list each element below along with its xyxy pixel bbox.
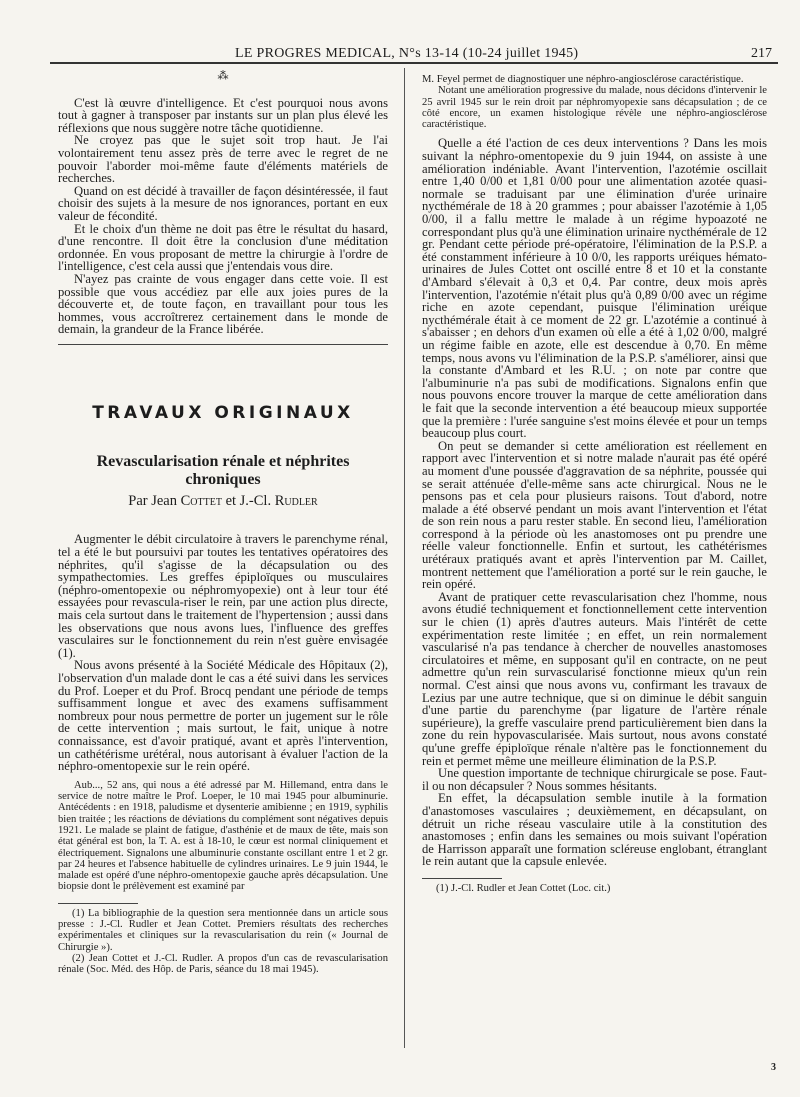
- column-divider: [404, 68, 405, 1048]
- author-rudler: Rudler: [274, 493, 318, 510]
- paragraph: Quelle a été l'action de ces deux interventions ? Dans les mois suivant la néphro-omentopexie du 9 juin 1944, on assiste à une amélioration indéniable. Avant l'intervention, l'azotémie oscillait entre 1,40 0/00 et 1,81 0/00 pour une alimentation azotée quasi-normale se traduisant par une élimination d'urée urinaire nycthémérale de 18 à 20 grammes ; pour abaisser l'azotémie à 1,05 0/00, il a fallu mettre le malade à un régime hypoazoté ne correspondant plus qu'à une élimination urinaire nycthémérale de 12 gr. Pendant cette période pré-opératoire, l'élimination de la P.S.P. a été constamment inférieure à 10 0/0, les rapports uréiques hémato-urinaires de Jules Cottet ont oscillé entre 8 et 10 et la constante d'Ambard s'élevait à 0,3 et 0,4. Par contre, deux mois après l'intervention, l'azotémie n'était plus qu'à 0,89 0/00 avec un régime riche en azote cependant, puisque l'élimination uréique nycthémérale était à ce moment de 22 gr. L'azotémie a continué à s'abaisser ; en dehors d'un examen où elle a été à 1,02 0/00, malgré un régime faible en azote, elle est descendue à 0,70. En même temps, nous avons vu l'élimination de la P.S.P. s'améliorer, ainsi que la constante d'Ambard et les R.U. ; on note par contre que l'albuminurie n'a pas subi de modifications. Signalons enfin que nous pouvons encore trouver la marque de cette amélioration dans le fait que la seconde intervention a été beaucoup mieux supportée que la première : l'urée sanguine s'est moins élevée et pour un temps beaucoup plus court.: [422, 136, 767, 441]
- article-paragraph: Nous avons présenté à la Société Médicale des Hôpitaux (2), l'observation d'un malade dont le cas a été suivi dans les services du Prof. Loeper et du Prof. Brocq pendant une période de temps suffisamment longue et avec des examens suffisamment nombreux pour nous permettre de porter un jugement sur le rôle de cette intervention ; mais surtout, le fait, unique à notre connaissance, est d'avoir pratiqué, avant et après l'intervention, un cathétérisme urétéral, nous autorisant à évaluer l'action de la néphro-omentopexie sur le rein opéré.: [58, 658, 388, 774]
- paragraph: Une question importante de technique chirurgicale se pose. Faut-il ou non décapsuler ? Nous sommes hésitants.: [422, 766, 767, 793]
- footnote-rule: [422, 878, 502, 879]
- author-cottet: Cottet: [180, 493, 222, 510]
- journal-title: LE PROGRES MEDICAL, N°s 13-14 (10-24 juillet 1945): [235, 46, 579, 61]
- header-rule: [50, 62, 778, 64]
- authors-prefix: Par Jean: [128, 493, 177, 510]
- paragraph: Et le choix d'un thème ne doit pas être le résultat du hasard, d'une rencontre. Il doit être la conclusion d'une méditation ordonnée. En vous proposant de mettre la chirurgie à l'ordre de l'intelligence, c'est cela aussi que j'entendais vous dire.: [58, 221, 388, 274]
- section-rule: [58, 344, 388, 345]
- paragraph: En effet, la décapsulation semble inutile à la formation d'anastomoses vasculaires ; deuxièmement, en décapsulant, on détruit un riche réseau vasculaire utile à la constitution des anastomoses ; enfin dans les semaines ou mois suivant l'opération de Harrisson apparaît une formation scléreuse englobant, étranglant le rein autant que la capsule enlevée.: [422, 791, 767, 869]
- footnote: (1) J.-Cl. Rudler et Jean Cottet (Loc. cit.): [436, 882, 611, 894]
- case-observation: Aub..., 52 ans, qui nous a été adressé par M. Hillemand, entra dans le service de notre maître le Prof. Loeper, le 10 mai 1945 pour albuminurie. Antécédents : en 1918, paludisme et dysenterie amibienne ; en 1919, syphilis bien traitée ; les réactions de déviations du complément sont négatives depuis 1921. Le malade se plaint de fatigue, d'asthénie et de maux de tête, mais son état général est bon, la T. A. est à 18-10, le cœur est normal cliniquement et électriquement. Signalons une albuminurie constante oscillant entre 1 et 2 gr. par 24 heures et l'absence habituelle de cylindres urinaires. Le 9 juin 1944, le malade est opéré d'une néphro-omentopexie gauche après décapsulation. Une biopsie dont le prélèvement est examiné par: [58, 779, 388, 893]
- right-column: [422, 74, 767, 894]
- left-column: [58, 70, 388, 976]
- footnote: (1) La bibliographie de la question sera mentionnée dans un article sous presse : J.-Cl. Rudler et Jean Cottet. Premiers résultats des recherches expérimentales et cliniques sur la revascularisation du rein (« Journal de Chirurgie »).: [58, 907, 388, 953]
- case-note: Notant une amélioration progressive du malade, nous décidons d'intervenir le 25 avril 1945 sur le rein droit par néphromyopexie sans décapsulation ; de ce côté encore, un examen histologique révèle une néphro-angiosclérose caractéristique.: [422, 85, 767, 131]
- signature-mark: 3: [771, 1062, 776, 1073]
- paragraph: N'ayez pas crainte de vous engager dans cette voie. Il est possible que vous accédiez par elle aux joies pures de la découverte et, de toute façon, en travaillant pour tous les hommes, vous accroîtrerez certainement dans le monde de demain, la grandeur de la France libérée.: [58, 271, 388, 337]
- page-number: 217: [751, 46, 772, 61]
- article-paragraph: Augmenter le débit circulatoire à travers le parenchyme rénal, tel a été le but poursuivi par toutes les tentatives opératoires des néphrites, qu'il s'agisse de la décapsulation ou des sympathectomies. Les greffes épiploïques ou musculaires (néphro-omentopexie ou néphromyopexie) ont à leur tour été essayées pour revascula-riser le rein, par une action plus directe, mais cela surtout dans le traitement de l'hypertension ; aussi dans les observations que nous avons lues, l'influence des greffes vasculaires sur le fonctionnement du rein n'est guère envisagée (1).: [58, 532, 388, 660]
- article-authors: [58, 493, 388, 509]
- paragraph: Ne croyez pas que le sujet soit trop haut. Je l'ai volontairement tenu assez près de terre avec le regret de ne pouvoir l'aborder moi-même faute d'éléments matériels de recherches.: [58, 133, 388, 186]
- paragraph: Avant de pratiquer cette revascularisation chez l'homme, nous avons étudié techniquement et fonctionnellement cette intervention sur le chien (1) après d'autres auteurs. Mais l'intérêt de cette expérimentation reste limitée ; en effet, un rein normalement vascularisé n'a pas tendance à chercher de nouvelles anastomoses circulatoires et même, en supposant qu'il en contracte, on ne peut admettre qu'un rein survascularisé fonctionne mieux qu'un rein normal. C'est ainsi que nous avons vu, confirmant les travaux de Lezius par une autre technique, que si on diminue le débit sanguin d'une partie du parenchyme (par ligature de l'artère rénale supérieure), la greffe vasculaire prend particulièrement bien dans la zone du rein hypovascularisée. Mais surtout, nous avons constaté qu'une greffe épiploïque rénale n'altère pas le fonctionnement du rein et permet même une meilleure élimination de la P.S.P.: [422, 589, 767, 768]
- authors-mid: et J.-Cl.: [225, 493, 272, 510]
- section-rubric: TRAVAUX ORIGINAUX: [92, 402, 354, 423]
- case-observation-continued: M. Feyel permet de diagnostiquer une néphro-angiosclérose caractéristique.: [422, 74, 744, 85]
- running-header: [50, 38, 778, 64]
- footnote-rule: [58, 903, 138, 904]
- footnote: (2) Jean Cottet et J.-Cl. Rudler. A propos d'un cas de revascularisation rénale (Soc. Méd. des Hôp. de Paris, séance du 18 mai 1945).: [58, 952, 388, 976]
- article-title: Revascularisation rénale et néphrites chroniques: [96, 453, 350, 489]
- paragraph: On peut se demander si cette amélioration est réellement en rapport avec l'intervention et si notre malade n'aurait pas été opéré au moment d'une poussée d'aggravation de sa néphrite, poussée qui se serait atténuée d'elle-même sans acte chirurgical. Nous ne le pensons pas et cela pour plusieurs raisons. Tout d'abord, notre malade a été observé pendant un mois avant l'intervention et l'état de son rein nous a paru rester stable. En second lieu, l'amélioration correspond à la période où les anastomoses ont pu prendre une réelle valeur fonctionnelle. Enfin et surtout, les cathétérismes urétéraux pratiqués avant et après l'intervention par M. Caillet, montrent nettement que l'amélioration a porté sur le rein gauche, le rein opéré.: [422, 438, 767, 592]
- paragraph: Quand on est décidé à travailler de façon désintéressée, il faut choisir des sujets à la mesure de nos ignorances, portant en eux valeur de fécondité.: [58, 183, 388, 223]
- section-ornament: ⁂: [217, 70, 229, 82]
- paragraph: C'est là œuvre d'intelligence. Et c'est pourquoi nous avons tout à gagner à transposer par instants sur un plan plus élevé les réflexions que nous suggère notre tâche quotidienne.: [58, 95, 388, 135]
